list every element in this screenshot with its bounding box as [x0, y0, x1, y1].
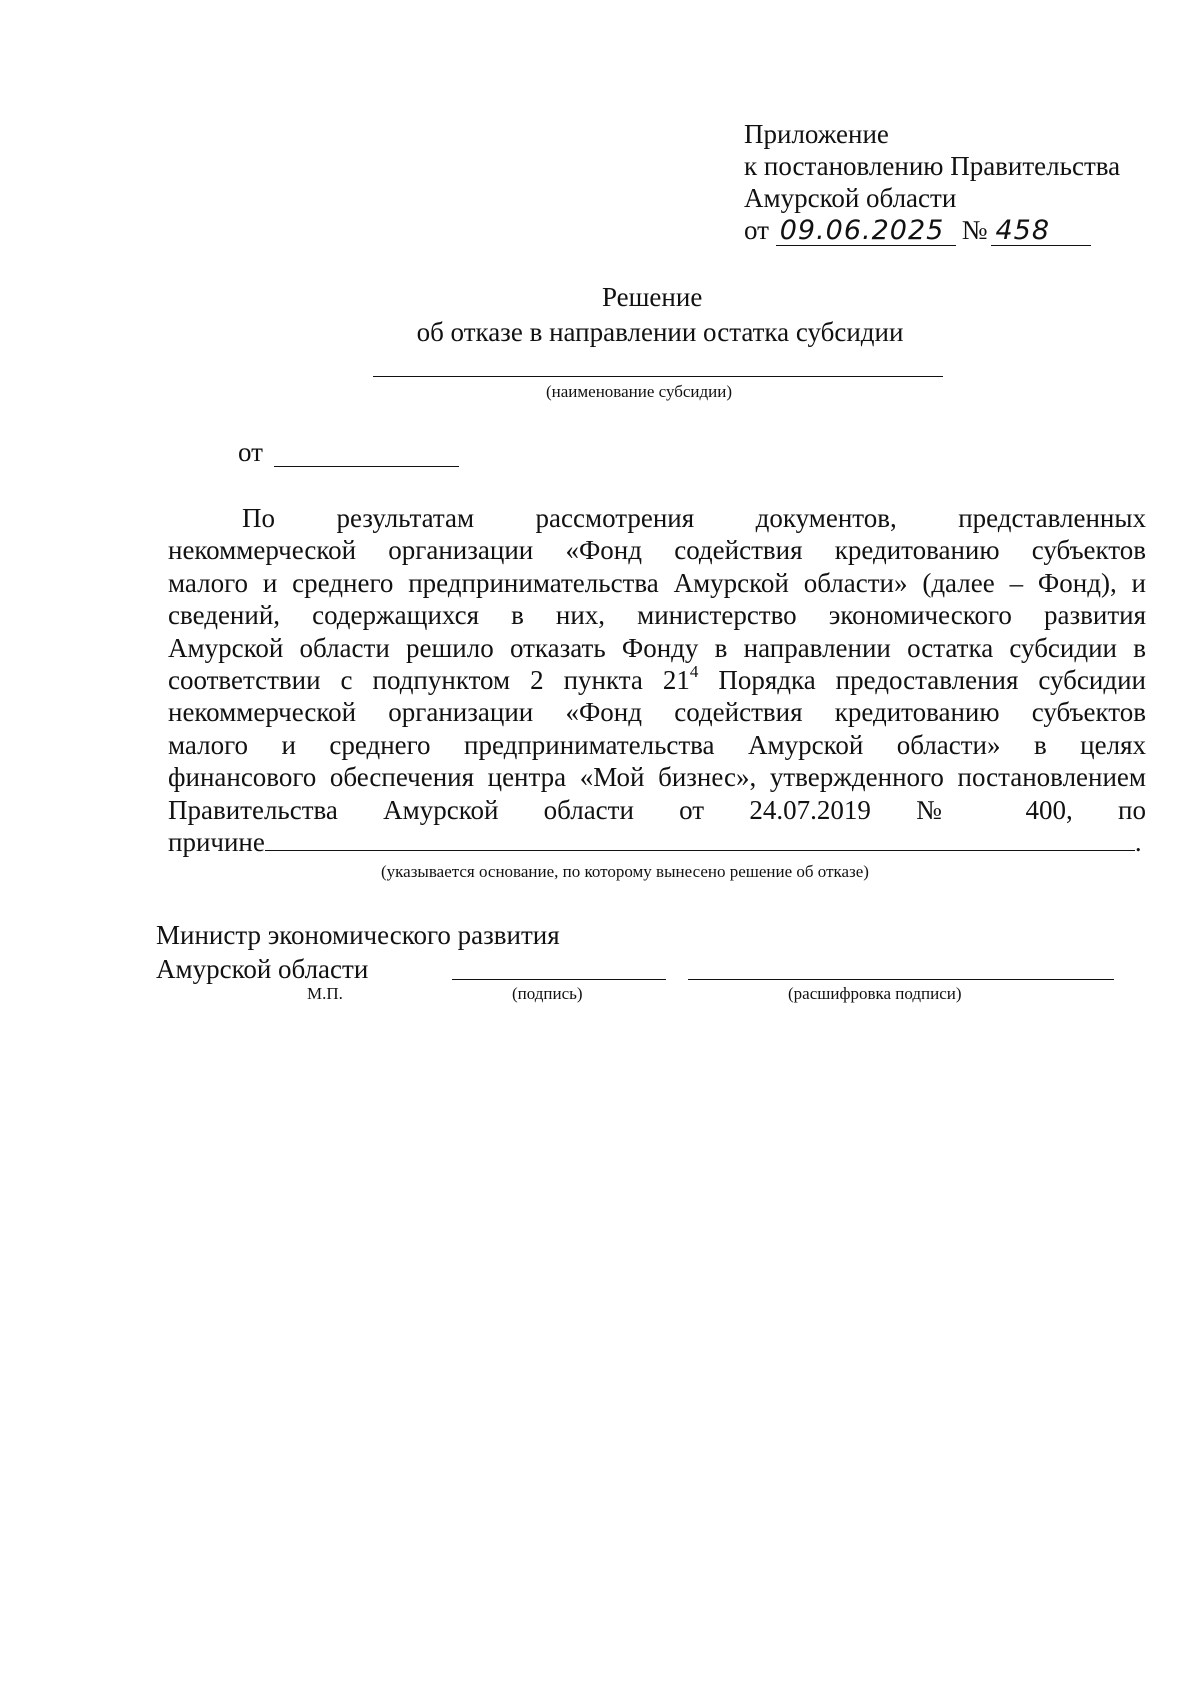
reason-row — [168, 826, 1146, 858]
body-line: финансового обеспечения центра «Мой бизнес», утвержденного постановлением — [168, 762, 1146, 793]
seal-caption: М.П. — [307, 984, 343, 1003]
body-line-start: соответствии с подпунктом 2 пункта 21 — [168, 665, 690, 696]
reason-line — [265, 826, 1135, 851]
appendix-date-row — [744, 214, 1120, 246]
document-subtitle: об отказе в направлении остатка субсидии — [416, 317, 904, 347]
reason-caption: (указывается основание, по которому вынесено решение об отказе) — [381, 862, 869, 881]
reason-label: причине — [168, 827, 265, 858]
signatory-position: Министр экономического развития — [156, 920, 560, 950]
appendix-header — [744, 118, 1120, 246]
decoding-caption: (расшифровка подписи) — [788, 984, 962, 1003]
decision-date-line — [274, 466, 459, 467]
handwritten-date: 09.06.2025 — [776, 217, 956, 246]
signature-caption: (подпись) — [512, 984, 583, 1003]
number-sign: № — [961, 215, 988, 245]
body-line: Правительства Амурской области от 24.07.2019 № 400, по — [168, 794, 1146, 825]
signature-decoding-line — [688, 979, 1114, 980]
superscript: 4 — [689, 662, 699, 682]
document-title: Решение — [602, 282, 703, 312]
decision-body — [168, 502, 1146, 858]
body-line: некоммерческой организации «Фонд содействия кредитованию субъектов — [168, 697, 1146, 728]
body-line: сведений, содержащихся в них, министерство экономического развития — [168, 600, 1146, 631]
body-line: По результатам рассмотрения документов, представленных — [242, 503, 1146, 533]
body-line-end: Порядка предоставления субсидии — [698, 665, 1146, 696]
subsidy-name-caption: (наименование субсидии) — [546, 382, 733, 401]
body-line: малого и среднего предпринимательства Амурской области» (далее – Фонд), и — [168, 567, 1146, 598]
handwritten-number: 458 — [991, 217, 1091, 246]
appendix-reference: к постановлению Правительства — [744, 151, 1121, 181]
body-line: некоммерческой организации «Фонд содействия кредитованию субъектов — [168, 535, 1146, 566]
body-line: малого и среднего предпринимательства Амурской области» в целях — [168, 729, 1146, 760]
appendix-region: Амурской области — [744, 183, 957, 213]
signatory-block — [156, 918, 560, 986]
body-line: Амурской области решило отказать Фонду в направлении остатка субсидии в — [168, 632, 1146, 663]
appendix-title: Приложение — [744, 119, 889, 149]
signatory-region: Амурской области — [156, 954, 369, 984]
reason-end: . — [1134, 827, 1142, 858]
decision-date-label: от — [238, 437, 263, 467]
body-line-with-superscript — [168, 664, 1146, 696]
signature-line — [452, 979, 666, 980]
subsidy-name-line — [373, 376, 943, 377]
date-prefix: от — [744, 215, 769, 245]
